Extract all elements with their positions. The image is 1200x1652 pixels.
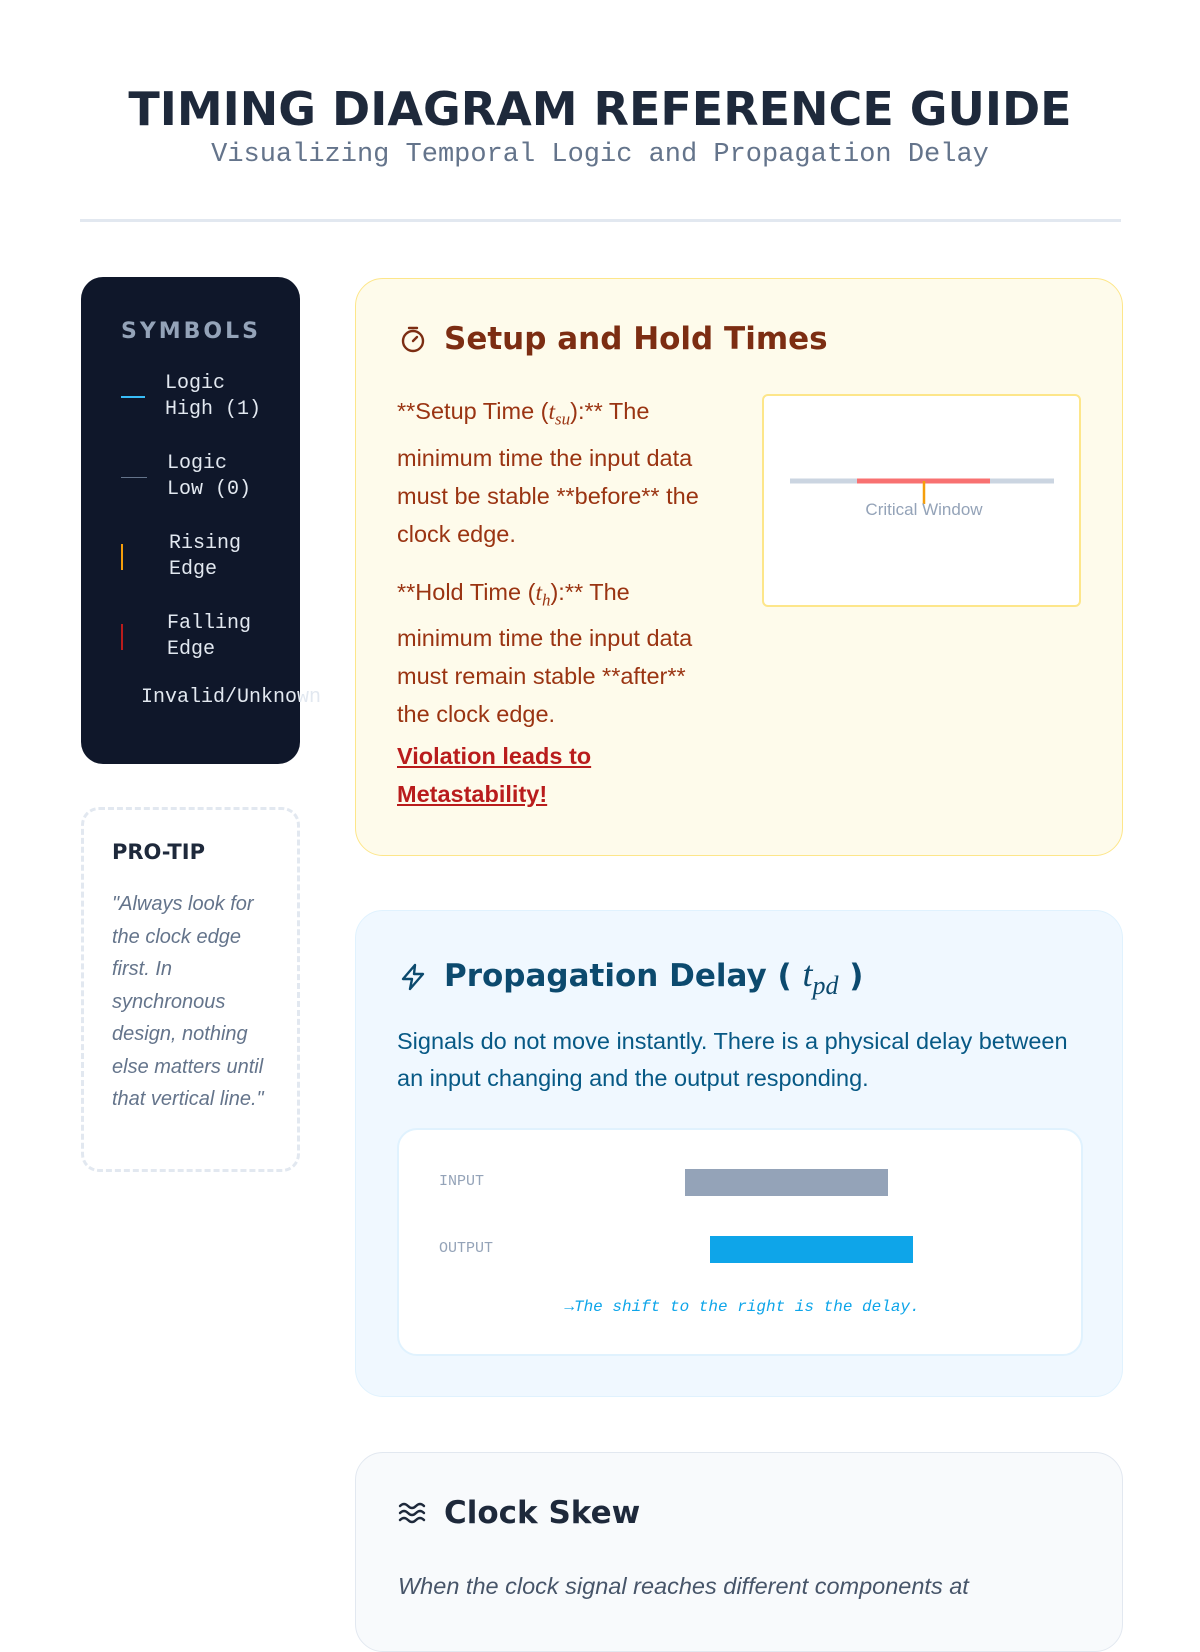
setup-time-text: ):** The minimum time the input data must be stable **before** the clock edge. — [397, 398, 699, 547]
logic-high-line-icon — [121, 396, 145, 398]
pro-tip-title: PRO-TIP — [112, 840, 205, 864]
clock-skew-header — [398, 1495, 640, 1531]
pro-tip-box — [81, 807, 300, 1172]
delay-diagram — [397, 1128, 1083, 1356]
clock-skew-description: When the clock signal reaches different components at — [398, 1573, 969, 1599]
setup-hold-header — [398, 321, 828, 357]
output-signal-bar — [710, 1236, 913, 1263]
symbol-falling-edge — [121, 611, 251, 663]
setup-hold-description — [397, 392, 717, 753]
symbol-invalid: Invalid/Unknown — [141, 686, 322, 709]
arrow-right-icon: → — [564, 1298, 574, 1316]
hold-time-text: ):** The minimum time the input data must remain stable **after** the clock edge. — [397, 578, 693, 728]
propagation-delay-description: Signals do not move instantly. There is a physical delay between an input changing and the output responding. — [397, 1028, 1068, 1091]
critical-window-diagram — [762, 394, 1081, 607]
symbol-rising-edge — [121, 531, 241, 583]
setup-var: t — [548, 399, 556, 425]
clock-skew-title: Clock Skew — [444, 1495, 641, 1531]
delay-note — [399, 1298, 1085, 1316]
page-title: TIMING DIAGRAM REFERENCE GUIDE — [128, 82, 1072, 136]
symbol-logic-high — [121, 371, 261, 423]
setup-hold-card — [355, 278, 1123, 856]
critical-window-label: Critical Window — [865, 500, 983, 519]
page-header — [0, 80, 1200, 170]
symbol-label: Rising Edge — [169, 532, 242, 581]
propagation-delay-header — [398, 953, 863, 1001]
delay-note-text: The shift to the right is the delay. — [573, 1298, 920, 1316]
hold-time-prefix: **Hold Time ( — [397, 578, 536, 605]
hold-time-paragraph — [397, 573, 717, 734]
setup-time-prefix: **Setup Time ( — [397, 398, 549, 424]
hold-time-symbol — [535, 579, 551, 610]
clock-skew-card — [355, 1452, 1123, 1652]
propagation-delay-title — [444, 953, 863, 1001]
input-signal-label: INPUT — [439, 1173, 485, 1190]
symbols-legend — [81, 277, 322, 764]
violation-link[interactable]: Violation leads to Metastability! — [397, 743, 592, 807]
symbol-logic-low — [121, 451, 251, 503]
setup-sub: su — [555, 409, 571, 429]
title-prefix: Propagation Delay ( — [444, 958, 792, 994]
symbol-label: Logic Low (0) — [167, 452, 252, 501]
waves-icon — [398, 1498, 428, 1528]
symbol-label: Logic High (1) — [165, 372, 262, 421]
tpd-symbol — [802, 954, 839, 1001]
falling-edge-icon — [121, 624, 123, 650]
symbols-title: SYMBOLS — [121, 319, 262, 344]
hold-var: t — [535, 579, 542, 606]
tpd-var: t — [802, 954, 813, 994]
symbol-label: Falling Edge — [167, 612, 252, 661]
input-signal-bar — [685, 1169, 888, 1196]
stopwatch-icon — [398, 324, 428, 354]
setup-time-paragraph — [397, 392, 717, 553]
lightning-icon — [398, 962, 428, 992]
pro-tip-text: "Always look for the clock edge first. In synchronous design, nothing else matters until that vertical line." — [112, 893, 264, 1110]
logic-low-line-icon — [121, 477, 147, 478]
output-signal-label: OUTPUT — [439, 1240, 494, 1257]
hold-sub: h — [541, 590, 551, 610]
title-suffix: ) — [849, 958, 864, 994]
tpd-sub: pd — [812, 971, 839, 1001]
header-divider — [80, 219, 1121, 222]
rising-edge-icon — [121, 544, 123, 570]
page-subtitle: Visualizing Temporal Logic and Propagation Delay — [211, 140, 989, 170]
setup-hold-title: Setup and Hold Times — [444, 321, 828, 357]
setup-time-symbol — [548, 399, 571, 429]
propagation-delay-card — [355, 910, 1123, 1397]
